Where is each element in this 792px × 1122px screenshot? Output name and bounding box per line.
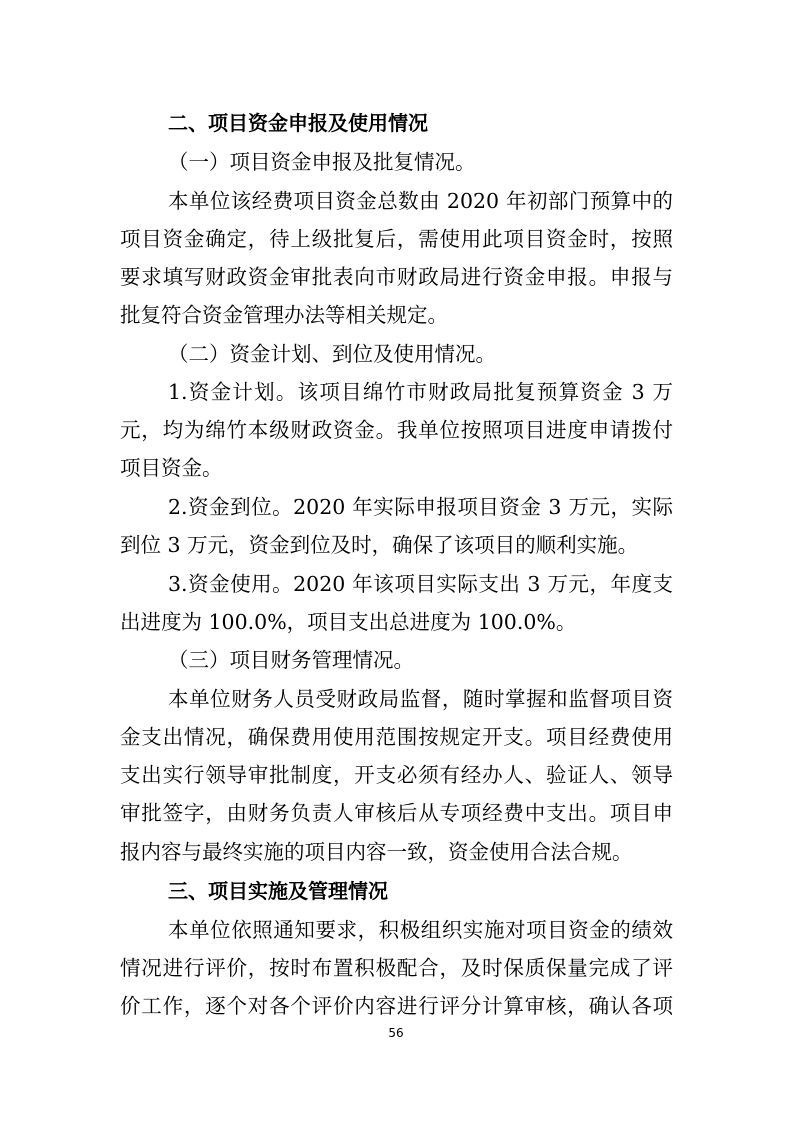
paragraph-line: 本单位依照通知要求，积极组织实施对项目资金的绩效	[168, 918, 673, 942]
paragraph-line: 元，均为绵竹本级财政资金。我单位按照项目进度申请拨付	[120, 418, 673, 442]
section-heading-2: 二、项目资金申报及使用情况	[168, 111, 428, 135]
page-number: 56	[388, 1026, 404, 1040]
paragraph-line: 审批签字，由财务负责人审核后从专项经费中支出。项目申	[120, 801, 673, 825]
paragraph-line: 2.资金到位。2020 年实际申报项目资金 3 万元，实际	[168, 495, 673, 519]
paragraph-line: 价工作，逐个对各个评价内容进行评分计算审核，确认各项	[120, 994, 673, 1018]
paragraph-line: 报内容与最终实施的项目内容一致，资金使用合法合规。	[120, 840, 633, 864]
subsection-heading-3: （三）项目财务管理情况。	[168, 648, 414, 672]
paragraph-line: 到位 3 万元，资金到位及时，确保了该项目的顺利实施。	[120, 533, 639, 557]
subsection-heading-1: （一）项目资金申报及批复情况。	[168, 150, 476, 174]
paragraph-line: 出进度为 100.0%，项目支出总进度为 100.0%。	[120, 610, 577, 634]
paragraph-line: 本单位该经费项目资金总数由 2020 年初部门预算中的	[168, 189, 673, 213]
paragraph-line: 3.资金使用。2020 年该项目实际支出 3 万元，年度支	[168, 572, 673, 596]
subsection-heading-2: （二）资金计划、到位及使用情况。	[168, 342, 496, 366]
paragraph-line: 支出实行领导审批制度，开支必须有经办人、验证人、领导	[120, 763, 673, 787]
paragraph-line: 情况进行评价，按时布置积极配合，及时保质保量完成了评	[120, 956, 673, 980]
section-heading-3: 三、项目实施及管理情况	[168, 879, 388, 903]
paragraph-line: 金支出情况，确保费用使用范围按规定开支。项目经费使用	[120, 725, 673, 749]
paragraph-line: 项目资金。	[120, 456, 223, 480]
paragraph-line: 本单位财务人员受财政局监督，随时掌握和监督项目资	[168, 687, 673, 711]
paragraph-line: 要求填写财政资金审批表向市财政局进行资金申报。申报与	[120, 265, 673, 289]
paragraph-line: 1.资金计划。该项目绵竹市财政局批复预算资金 3 万	[168, 380, 673, 404]
paragraph-line: 批复符合资金管理办法等相关规定。	[120, 303, 448, 327]
paragraph-line: 项目资金确定，待上级批复后，需使用此项目资金时，按照	[120, 227, 673, 251]
